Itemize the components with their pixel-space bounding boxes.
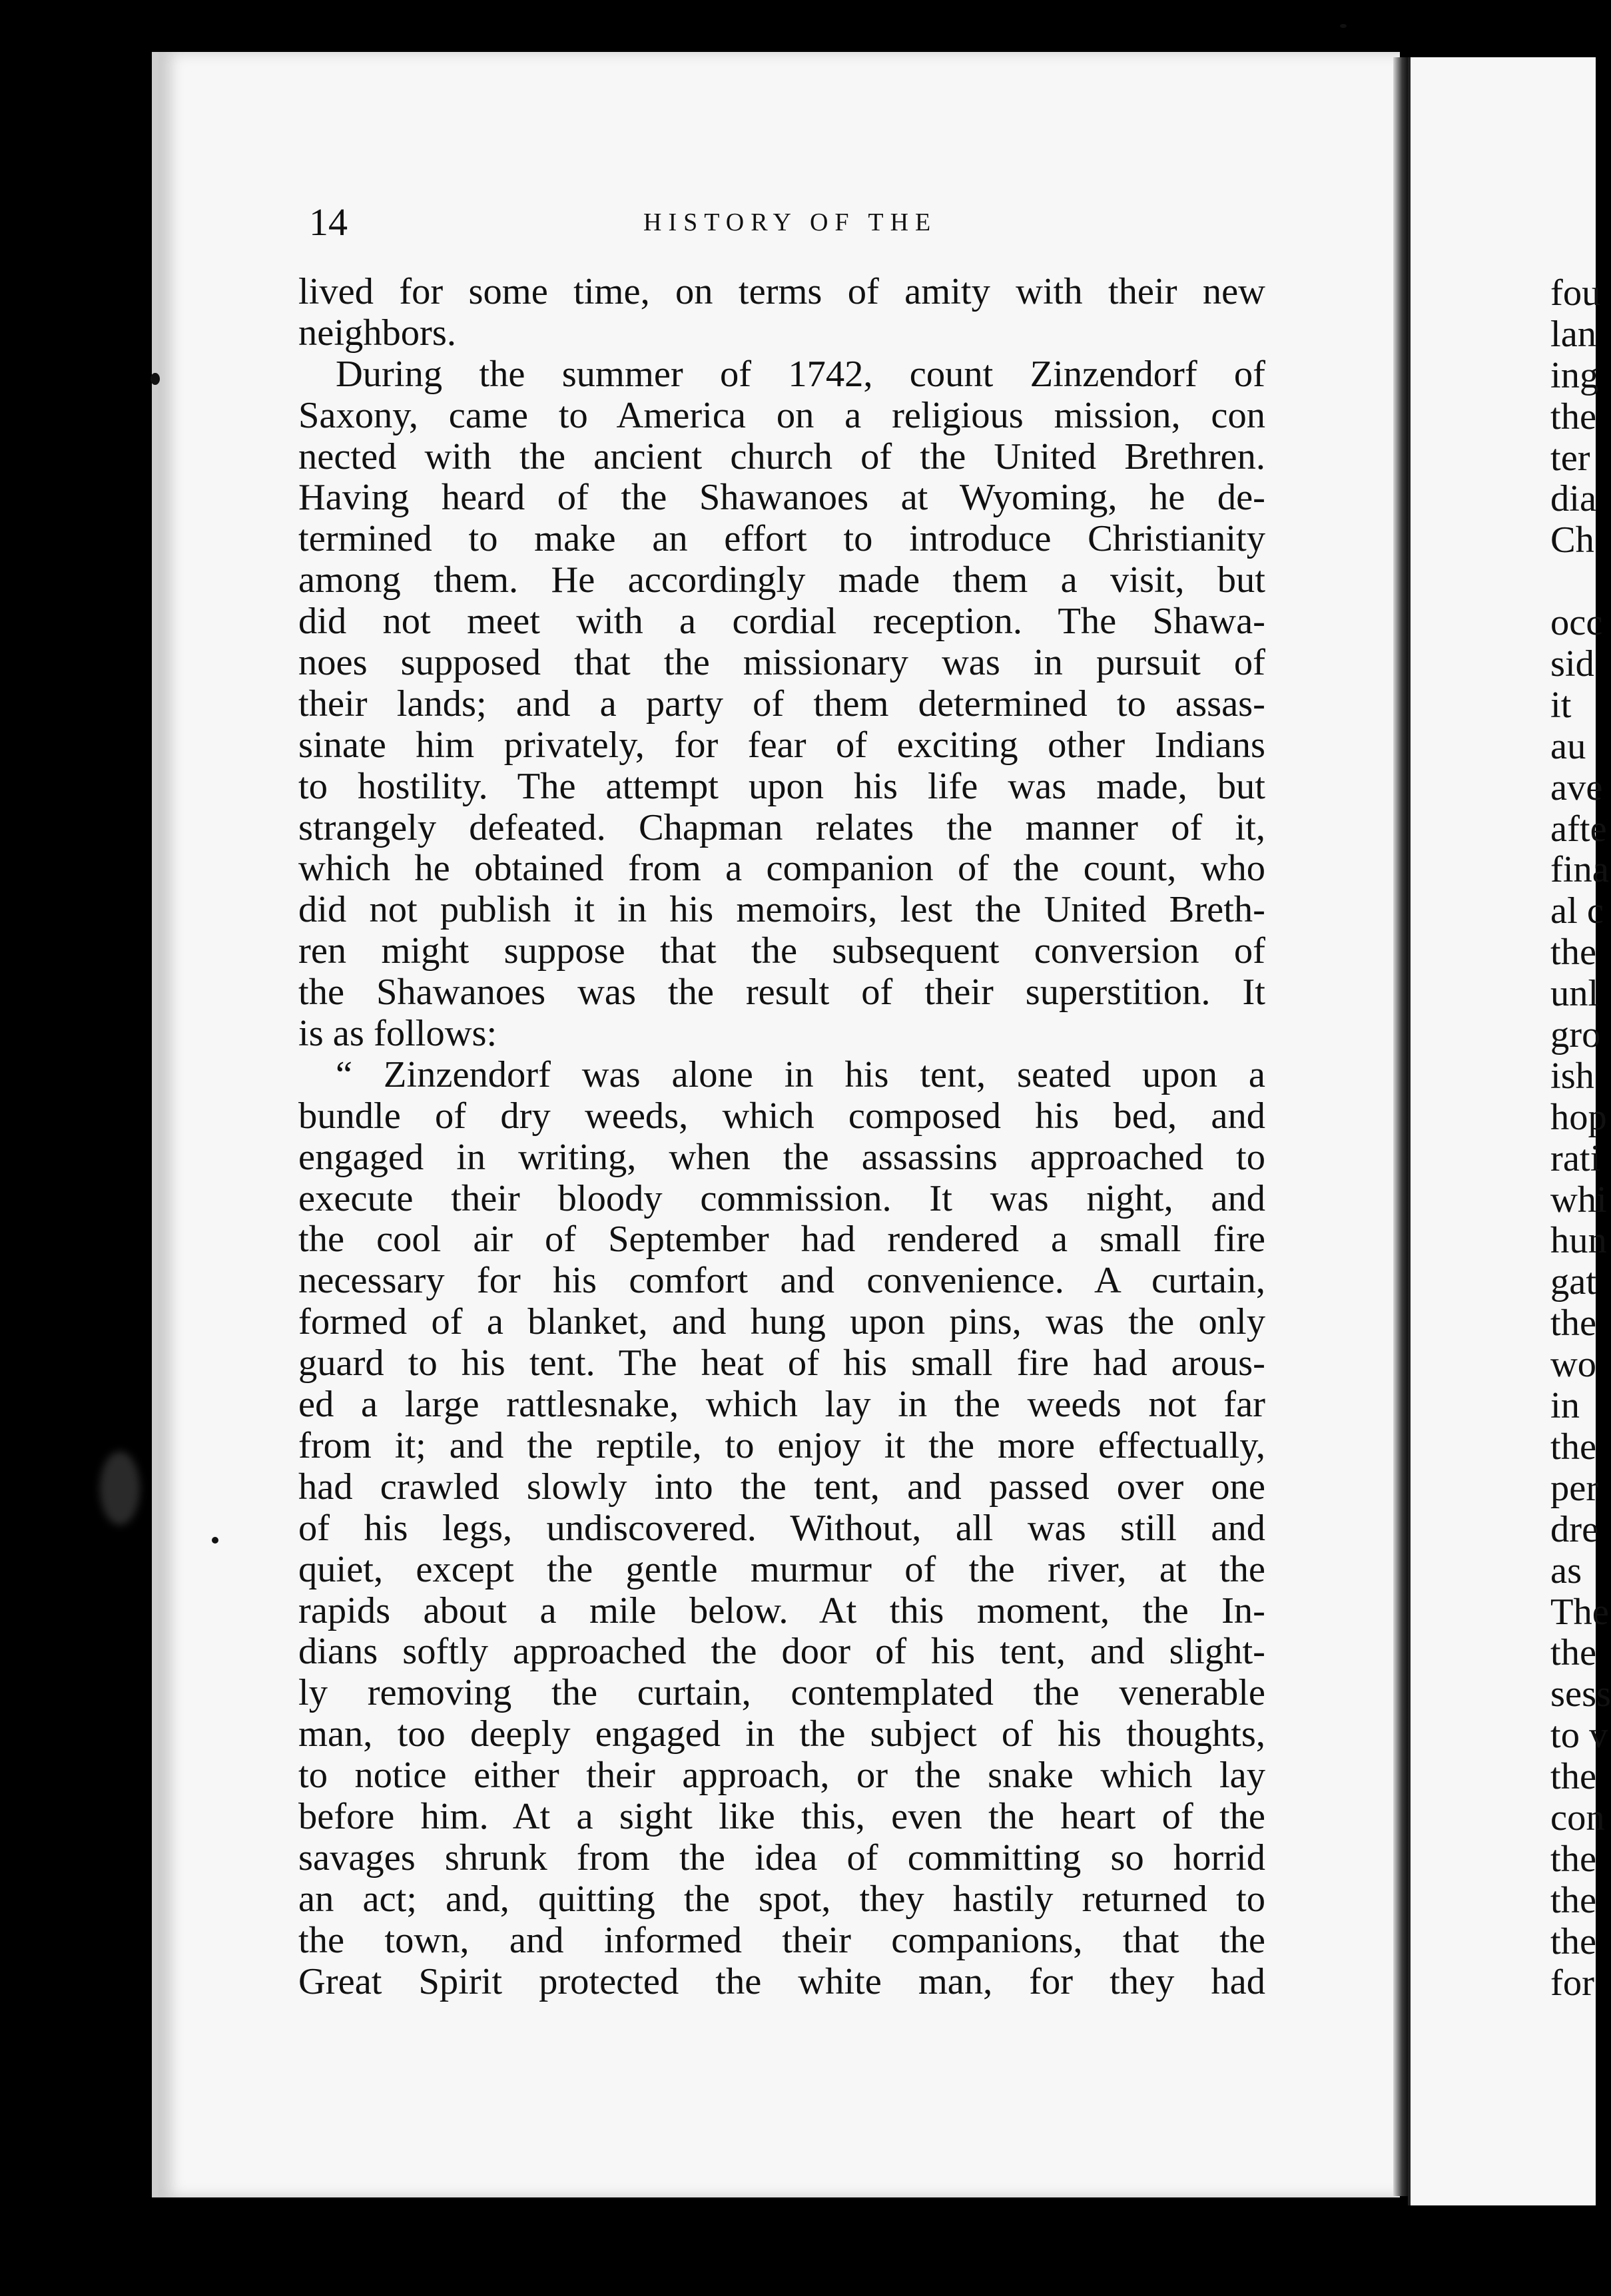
facing-line: dia bbox=[1550, 478, 1597, 520]
facing-line: the bbox=[1550, 1920, 1597, 1962]
text-line: formed of a blanket, and hung upon pins, was the only bbox=[298, 1301, 1265, 1343]
facing-line: the bbox=[1550, 1756, 1597, 1798]
text-line: During the summer of 1742, count Zinzendorf of bbox=[336, 353, 1265, 395]
facing-line: ave bbox=[1550, 766, 1603, 808]
body-text bbox=[298, 272, 1265, 2002]
facing-line: unl bbox=[1550, 973, 1599, 1015]
text-line: quiet, except the gentle murmur of the river, at the bbox=[298, 1548, 1265, 1590]
text-line: did not publish it in his memoirs, lest the United Breth- bbox=[298, 889, 1265, 931]
facing-line: hun bbox=[1550, 1220, 1607, 1262]
text-line: dians softly approached the door of his tent, and slight- bbox=[298, 1631, 1265, 1673]
text-line: “ Zinzendorf was alone in his tent, seated upon a bbox=[336, 1053, 1265, 1095]
margin-speck bbox=[1340, 24, 1347, 28]
page-header bbox=[157, 200, 1263, 253]
text-line: the Shawanoes was the result of their superstition. It bbox=[298, 972, 1265, 1013]
margin-speck bbox=[151, 373, 160, 385]
facing-line: rati bbox=[1550, 1137, 1601, 1179]
text-line: Saxony, came to America on a religious mission, con bbox=[298, 394, 1265, 436]
facing-line bbox=[1550, 561, 1593, 603]
text-line: ed a large rattlesnake, which lay in the weeds not far bbox=[298, 1384, 1265, 1426]
text-line: among them. He accordingly made them a visit, but bbox=[298, 559, 1265, 601]
facing-page-text bbox=[1550, 272, 1611, 2004]
text-line: from it; and the reptile, to enjoy it the more effectually, bbox=[298, 1424, 1265, 1466]
facing-line: al c bbox=[1550, 890, 1604, 932]
facing-line: the bbox=[1550, 1879, 1597, 1921]
facing-line: con bbox=[1550, 1797, 1605, 1839]
text-line: the cool air of September had rendered a small fire bbox=[298, 1219, 1265, 1261]
book-gutter bbox=[1393, 57, 1408, 2196]
facing-line: ish bbox=[1550, 1055, 1594, 1097]
facing-line: sid bbox=[1550, 643, 1594, 685]
text-line: before him. At a sight like this, even the heart of the bbox=[298, 1795, 1265, 1837]
text-line: sinate him privately, for fear of exciting other Indians bbox=[298, 724, 1265, 766]
facing-line: ing bbox=[1550, 354, 1599, 396]
facing-line: gro bbox=[1550, 1014, 1601, 1056]
text-line: guard to his tent. The heat of his small fire had arous- bbox=[298, 1342, 1265, 1384]
text-line: Great Spirit protected the white man, for they had bbox=[298, 1960, 1265, 2002]
text-line: execute their bloody commission. It was night, and bbox=[298, 1177, 1265, 1219]
facing-line: per bbox=[1550, 1467, 1599, 1509]
facing-line: hop bbox=[1550, 1096, 1607, 1138]
facing-line: in bbox=[1550, 1385, 1580, 1427]
facing-line: for bbox=[1550, 1962, 1594, 2004]
page-number: 14 bbox=[309, 200, 348, 244]
text-line: their lands; and a party of them determined to assas- bbox=[298, 683, 1265, 724]
facing-line: to v bbox=[1550, 1715, 1608, 1757]
text-line: had crawled slowly into the tent, and passed over one bbox=[298, 1466, 1265, 1508]
facing-line: whi bbox=[1550, 1179, 1607, 1221]
margin-smudge bbox=[100, 1452, 140, 1525]
text-line: necessary for his comfort and convenience. A curtain, bbox=[298, 1260, 1265, 1302]
facing-line: au bbox=[1550, 725, 1586, 767]
facing-line: fou bbox=[1550, 272, 1601, 314]
text-line: strangely defeated. Chapman relates the manner of it, bbox=[298, 806, 1265, 848]
text-line: ren might suppose that the subsequent conversion of bbox=[298, 930, 1265, 972]
facing-line: sess bbox=[1550, 1673, 1611, 1715]
facing-line: the bbox=[1550, 396, 1597, 437]
text-line: termined to make an effort to introduce Christianity bbox=[298, 518, 1265, 560]
text-line: lived for some time, on terms of amity with their new bbox=[298, 271, 1265, 312]
facing-line: fina bbox=[1550, 849, 1609, 891]
facing-line: as bbox=[1550, 1550, 1582, 1591]
text-line: neighbors. bbox=[298, 312, 456, 354]
facing-line: wo bbox=[1550, 1344, 1597, 1386]
text-line: to hostility. The attempt upon his life was made, but bbox=[298, 765, 1265, 807]
running-head: HISTORY OF THE bbox=[643, 208, 938, 236]
text-line: the town, and informed their companions, that the bbox=[298, 1919, 1265, 1961]
facing-line: the bbox=[1550, 932, 1597, 974]
text-line: nected with the ancient church of the United Brethren. bbox=[298, 435, 1265, 477]
text-line: Having heard of the Shawanoes at Wyoming, he de- bbox=[298, 477, 1265, 519]
facing-line: it bbox=[1550, 684, 1572, 726]
facing-line: The bbox=[1550, 1591, 1609, 1633]
facing-line: gat bbox=[1550, 1261, 1597, 1303]
margin-speck bbox=[212, 1537, 218, 1544]
facing-line: ter bbox=[1550, 437, 1590, 479]
text-line: noes supposed that the missionary was in pursuit of bbox=[298, 642, 1265, 684]
text-line: man, too deeply engaged in the subject of his thoughts, bbox=[298, 1713, 1265, 1755]
facing-line: occ bbox=[1550, 602, 1603, 644]
text-line: to notice either their approach, or the snake which lay bbox=[298, 1755, 1265, 1797]
facing-line: the bbox=[1550, 1838, 1597, 1880]
text-line: which he obtained from a companion of the count, who bbox=[298, 848, 1265, 890]
facing-line: Ch bbox=[1550, 519, 1594, 561]
text-line: savages shrunk from the idea of committing so horrid bbox=[298, 1837, 1265, 1878]
facing-line: the bbox=[1550, 1302, 1597, 1344]
text-line: ly removing the curtain, contemplated the venerable bbox=[298, 1672, 1265, 1714]
facing-line: afte bbox=[1550, 808, 1607, 850]
facing-line: lan bbox=[1550, 313, 1597, 355]
facing-line: dre bbox=[1550, 1508, 1599, 1550]
facing-line: the bbox=[1550, 1632, 1597, 1674]
text-line: bundle of dry weeds, which composed his bed, and bbox=[298, 1095, 1265, 1137]
text-line: is as follows: bbox=[298, 1013, 497, 1055]
text-line: rapids about a mile below. At this moment, the In- bbox=[298, 1589, 1265, 1631]
text-line: engaged in writing, when the assassins approached to bbox=[298, 1136, 1265, 1178]
text-line: of his legs, undiscovered. Without, all was still and bbox=[298, 1507, 1265, 1549]
text-line: an act; and, quitting the spot, they hastily returned to bbox=[298, 1878, 1265, 1920]
text-line: did not meet with a cordial reception. The Shawa- bbox=[298, 601, 1265, 643]
facing-line: the bbox=[1550, 1426, 1597, 1468]
